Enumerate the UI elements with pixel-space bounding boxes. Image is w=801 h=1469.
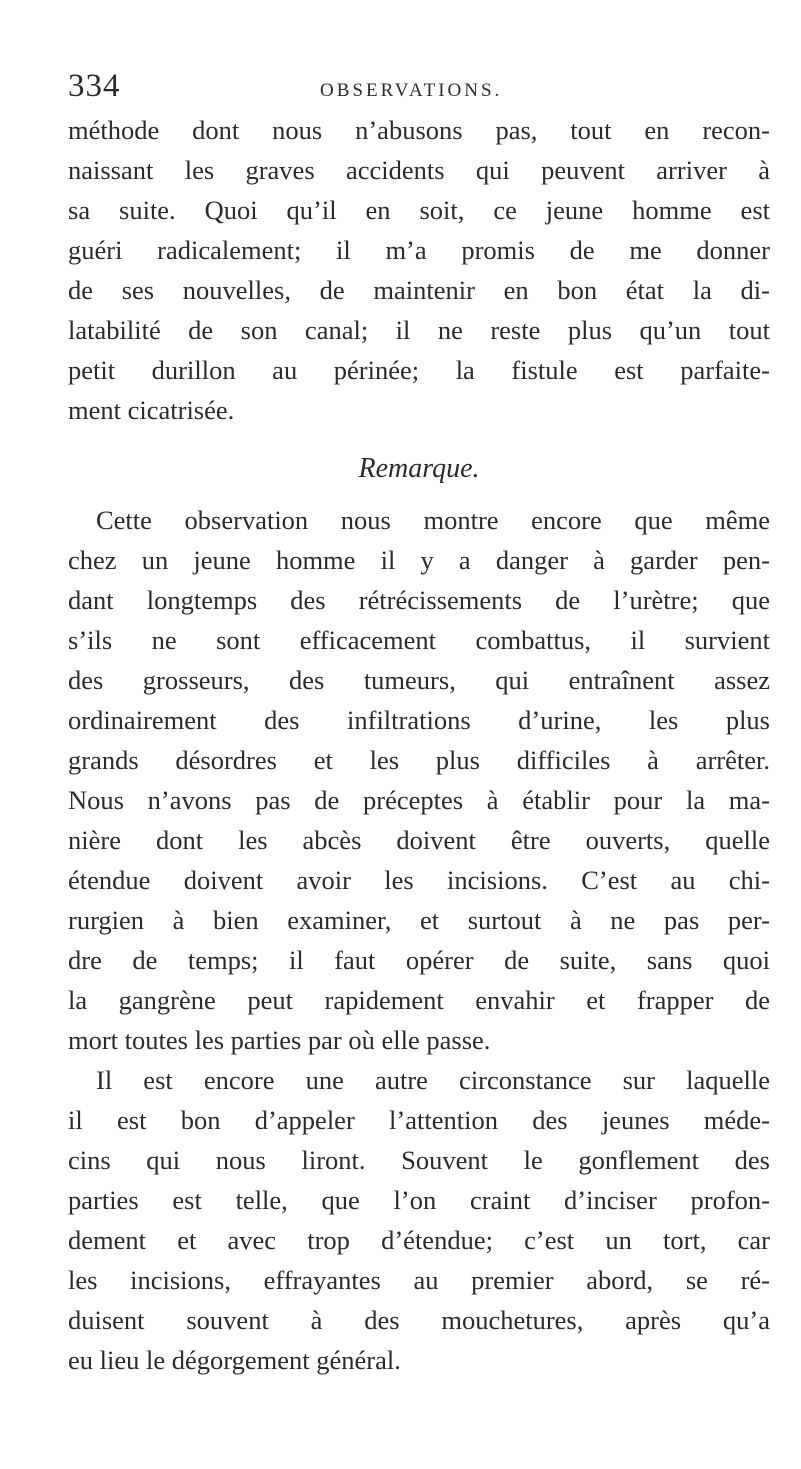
text-line: la gangrène peut rapidement envahir et frapper de: [68, 985, 770, 1015]
text-line: nière dont les abcès doivent être ouverts, quelle: [68, 825, 770, 855]
text-line: dre de temps; il faut opérer de suite, sans quoi: [68, 945, 770, 975]
text-line: de ses nouvelles, de maintenir en bon état la di-: [68, 275, 770, 305]
body-text: [68, 110, 770, 1380]
text-line: grands désordres et les plus difficiles à arrêter.: [68, 745, 770, 775]
text-line: il est bon d’appeler l’attention des jeunes méde-: [68, 1105, 770, 1135]
text-line: guéri radicalement; il m’a promis de me donner: [68, 235, 770, 265]
text-line: rurgien à bien examiner, et surtout à ne pas per-: [68, 905, 770, 935]
text-line: des grosseurs, des tumeurs, qui entraînent assez: [68, 665, 770, 695]
text-line: étendue doivent avoir les incisions. C’est au chi-: [68, 865, 770, 895]
text-line: naissant les graves accidents qui peuvent arriver à: [68, 155, 770, 185]
paragraph-3: [68, 1060, 770, 1380]
paragraph-2: [68, 500, 770, 1060]
page-number: 334: [68, 68, 121, 104]
text-line: duisent souvent à des mouchetures, après qu’a: [68, 1305, 770, 1335]
text-line: mort toutes les parties par où elle passe.: [68, 1025, 491, 1055]
section-heading: Remarque.: [358, 453, 480, 484]
text-line: ordinairement des infiltrations d’urine, les plus: [68, 705, 770, 735]
text-line: méthode dont nous n’abusons pas, tout en recon-: [68, 115, 770, 145]
text-line: Il est encore une autre circonstance sur laquelle: [96, 1065, 770, 1095]
text-line: Nous n’avons pas de préceptes à établir pour la ma-: [68, 785, 770, 815]
text-line: cins qui nous liront. Souvent le gonflement des: [68, 1145, 770, 1175]
text-line: petit durillon au périnée; la fistule est parfaite-: [68, 355, 770, 385]
text-line: dement et avec trop d’étendue; c’est un tort, car: [68, 1225, 770, 1255]
text-line: Cette observation nous montre encore que même: [96, 505, 770, 535]
paragraph-1: [68, 110, 770, 430]
text-line: ment cicatrisée.: [68, 395, 235, 425]
text-line: sa suite. Quoi qu’il en soit, ce jeune homme est: [68, 195, 770, 225]
text-line: eu lieu le dégorgement général.: [68, 1345, 401, 1375]
running-title: OBSERVATIONS.: [320, 80, 503, 101]
text-line: les incisions, effrayantes au premier abord, se ré-: [68, 1265, 770, 1295]
page-header: [68, 68, 761, 112]
text-line: latabilité de son canal; il ne reste plus qu’un tout: [68, 315, 770, 345]
text-line: s’ils ne sont efficacement combattus, il survient: [68, 625, 770, 655]
text-line: parties est telle, que l’on craint d’inciser profon-: [68, 1185, 770, 1215]
text-line: chez un jeune homme il y a danger à garder pen-: [68, 545, 770, 575]
text-line: dant longtemps des rétrécissements de l’urètre; que: [68, 585, 770, 615]
